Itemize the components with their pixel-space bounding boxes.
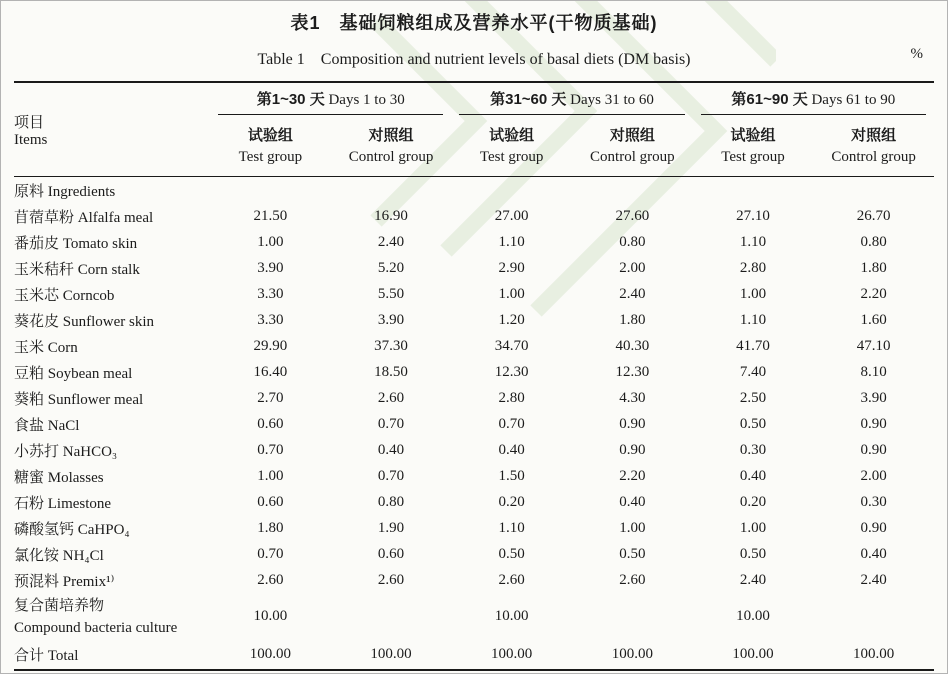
subcol-header: 对照组 Control group	[331, 115, 452, 177]
composition-table	[14, 81, 934, 671]
row-label-zh: 玉米秸秆	[14, 260, 75, 278]
row-label-en: Limestone	[47, 495, 112, 512]
value-cell: 0.40	[860, 545, 887, 562]
row-label-zh: 糖蜜	[14, 468, 45, 486]
row-label-en: Corn	[47, 339, 78, 356]
value-cell: 1.10	[739, 311, 767, 328]
value-cell: 5.20	[377, 259, 405, 276]
value-cell: 0.90	[860, 519, 887, 536]
value-cell: 1.10	[739, 233, 767, 250]
value-cell: 0.80	[860, 233, 887, 250]
value-cell: 100.00	[370, 646, 412, 662]
group-header-row	[14, 82, 934, 115]
row-label	[14, 385, 210, 411]
value-cell: 1.90	[377, 519, 405, 536]
value-cell: 16.90	[374, 207, 408, 224]
value-cell: 16.40	[253, 363, 288, 380]
row-label-en: Compound bacteria culture	[14, 619, 178, 636]
value-cell: 0.90	[860, 415, 887, 432]
section-row	[14, 177, 934, 204]
row-label-en: CaHPO₄	[77, 521, 130, 538]
row-label-en: Premix¹⁾	[62, 573, 115, 590]
value-cell: 0.70	[377, 467, 405, 484]
value-cell: 4.30	[619, 389, 646, 406]
table-row	[14, 385, 934, 411]
row-label-zh: 石粉	[14, 494, 45, 512]
row-label-zh: 苜蓿草粉	[14, 208, 75, 226]
value-cell: 3.90	[377, 311, 405, 328]
row-label-zh: 食盐	[14, 416, 45, 434]
row-label-zh: 小苏打	[14, 442, 60, 460]
row-label	[14, 203, 210, 229]
value-cell: 1.00	[257, 233, 284, 250]
value-cell	[813, 593, 934, 640]
value-cell: 0.30	[739, 441, 767, 458]
row-label-en: NaHCO₃	[62, 443, 118, 460]
value-cell: 2.40	[619, 285, 646, 302]
value-cell: 2.50	[739, 389, 767, 406]
group-3-en: Days 61 to 90	[811, 92, 896, 108]
items-header	[14, 82, 210, 177]
value-cell: 100.00	[611, 646, 653, 662]
group-1-zh: 第1~30 天	[256, 91, 325, 108]
value-cell: 0.80	[619, 233, 646, 250]
subcol-header: 试验组 Test group	[693, 115, 814, 177]
value-cell: 0.70	[377, 415, 405, 432]
table-row	[14, 593, 934, 640]
value-cell: 2.60	[377, 389, 405, 406]
value-cell: 0.90	[619, 415, 646, 432]
period-group-2	[451, 82, 692, 115]
value-cell: 34.70	[494, 337, 529, 354]
value-cell: 29.90	[253, 337, 288, 354]
subcol-header: 试验组 Test group	[451, 115, 572, 177]
row-label	[14, 567, 210, 593]
row-label-zh: 复合菌培养物	[14, 596, 105, 614]
value-cell: 100.00	[732, 646, 774, 662]
value-cell: 1.80	[257, 519, 284, 536]
value-cell: 0.90	[619, 441, 646, 458]
table-row	[14, 229, 934, 255]
table-row	[14, 411, 934, 437]
value-cell: 2.60	[498, 571, 525, 588]
table-title-zh: 表1 基础饲粮组成及营养水平(干物质基础)	[290, 13, 658, 33]
subcol-header: 对照组 Control group	[813, 115, 934, 177]
row-label	[14, 463, 210, 489]
row-label-zh: 原料	[14, 182, 45, 200]
group-2-en: Days 31 to 60	[570, 92, 654, 108]
value-cell: 2.80	[498, 389, 525, 406]
value-cell: 8.10	[860, 363, 887, 380]
table-row	[14, 437, 934, 463]
value-cell: 12.30	[494, 363, 529, 380]
value-cell: 1.00	[739, 519, 767, 536]
row-label-en: Total	[47, 648, 79, 664]
value-cell: 0.30	[860, 493, 887, 510]
value-cell: 100.00	[249, 646, 292, 662]
table-body	[14, 177, 934, 671]
value-cell: 2.90	[498, 259, 525, 276]
value-cell: 2.20	[860, 285, 887, 302]
value-cell: 2.70	[257, 389, 284, 406]
row-label-zh: 预混料	[14, 572, 60, 590]
value-cell: 10.00	[494, 608, 529, 624]
value-cell: 2.40	[377, 233, 405, 250]
row-label	[14, 489, 210, 515]
group-2-zh: 第31~60 天	[490, 91, 567, 108]
row-label-zh: 葵粕	[14, 390, 45, 408]
items-label-zh: 项目	[14, 113, 45, 131]
value-cell: 100.00	[853, 646, 895, 662]
row-label	[14, 255, 210, 281]
value-cell: 10.00	[736, 608, 770, 624]
row-label	[14, 515, 210, 541]
value-cell: 100.00	[491, 646, 533, 662]
value-cell: 1.50	[498, 467, 525, 484]
value-cell: 37.30	[374, 337, 408, 354]
row-label-en: Soybean meal	[47, 365, 133, 382]
value-cell: 0.50	[498, 545, 525, 562]
row-label	[14, 177, 934, 204]
row-label-zh: 葵花皮	[14, 312, 60, 330]
row-label	[14, 359, 210, 385]
period-group-3	[693, 82, 934, 115]
value-cell: 2.20	[619, 467, 646, 484]
row-label-zh: 氯化铵	[14, 546, 60, 564]
table-row	[14, 463, 934, 489]
table-row	[14, 307, 934, 333]
row-label-zh: 玉米	[14, 338, 45, 356]
value-cell: 1.10	[498, 519, 525, 536]
value-cell: 0.40	[619, 493, 646, 510]
row-label	[14, 593, 210, 640]
value-cell: 2.40	[739, 571, 767, 588]
value-cell: 1.00	[498, 285, 525, 302]
value-cell: 0.70	[257, 441, 284, 458]
value-cell: 0.60	[377, 545, 405, 562]
group-1-en: Days 1 to 30	[328, 92, 405, 108]
row-label-en: Corncob	[62, 287, 115, 304]
value-cell: 2.60	[619, 571, 646, 588]
value-cell: 0.20	[498, 493, 525, 510]
table-row	[14, 567, 934, 593]
row-label	[14, 281, 210, 307]
value-cell: 5.50	[377, 285, 405, 302]
value-cell: 0.40	[377, 441, 405, 458]
value-cell: 1.00	[739, 285, 767, 302]
row-label	[14, 437, 210, 463]
value-cell: 27.10	[736, 207, 770, 224]
row-label-en: Ingredients	[47, 183, 116, 200]
value-cell: 2.60	[377, 571, 405, 588]
table-row	[14, 541, 934, 567]
value-cell: 0.50	[619, 545, 646, 562]
table-title-en: Table 1 Composition and nutrient levels of basal diets (DM basis)	[257, 51, 691, 68]
value-cell: 1.80	[860, 259, 887, 276]
value-cell: 10.00	[253, 608, 288, 624]
value-cell: 21.50	[253, 207, 288, 224]
value-cell: 0.40	[739, 467, 767, 484]
value-cell: 27.60	[615, 207, 650, 224]
value-cell	[331, 593, 452, 640]
value-cell: 2.40	[860, 571, 887, 588]
table-row	[14, 359, 934, 385]
value-cell: 7.40	[739, 363, 767, 380]
group-3-zh: 第61~90 天	[731, 91, 808, 108]
row-label-zh: 番茄皮	[14, 234, 60, 252]
value-cell: 40.30	[615, 337, 650, 354]
row-label	[14, 229, 210, 255]
total-row	[14, 640, 934, 670]
value-cell: 0.80	[377, 493, 405, 510]
value-cell: 0.70	[257, 545, 284, 562]
value-cell: 0.40	[498, 441, 525, 458]
row-label-zh: 豆粕	[14, 364, 45, 382]
value-cell: 2.80	[739, 259, 767, 276]
value-cell: 26.70	[856, 207, 891, 224]
row-label-en: Alfalfa meal	[77, 209, 154, 226]
unit-label: %	[910, 46, 923, 62]
value-cell: 2.00	[619, 259, 646, 276]
value-cell: 0.50	[739, 545, 767, 562]
value-cell: 3.30	[257, 311, 284, 328]
row-label	[14, 333, 210, 359]
value-cell: 1.60	[860, 311, 887, 328]
value-cell: 47.10	[856, 337, 891, 354]
row-label-en: NH₄Cl	[62, 547, 104, 564]
value-cell: 1.00	[257, 467, 284, 484]
value-cell: 0.90	[860, 441, 887, 458]
value-cell: 18.50	[374, 363, 408, 380]
value-cell: 1.20	[498, 311, 525, 328]
value-cell: 3.90	[860, 389, 887, 406]
row-label-en: Sunflower skin	[62, 313, 155, 330]
value-cell: 0.60	[257, 493, 284, 510]
value-cell: 12.30	[615, 363, 650, 380]
value-cell: 3.90	[257, 259, 284, 276]
row-label	[14, 411, 210, 437]
value-cell: 2.60	[257, 571, 284, 588]
subcol-header: 试验组 Test group	[210, 115, 331, 177]
row-label-en: Molasses	[47, 469, 104, 486]
row-label	[14, 640, 210, 670]
row-label-en: NaCl	[47, 417, 80, 434]
row-label-zh: 合计	[14, 647, 45, 664]
value-cell: 1.80	[619, 311, 646, 328]
row-label-zh: 磷酸氢钙	[14, 520, 75, 538]
table-row	[14, 489, 934, 515]
value-cell: 0.60	[257, 415, 284, 432]
period-group-1	[210, 82, 451, 115]
row-label	[14, 541, 210, 567]
table-row	[14, 281, 934, 307]
value-cell: 41.70	[736, 337, 770, 354]
value-cell: 0.20	[739, 493, 767, 510]
value-cell: 1.00	[619, 519, 646, 536]
table-row	[14, 333, 934, 359]
table-row	[14, 203, 934, 229]
value-cell: 0.50	[739, 415, 767, 432]
value-cell	[572, 593, 693, 640]
items-label-en: Items	[14, 131, 48, 148]
value-cell: 1.10	[498, 233, 525, 250]
subcol-header: 对照组 Control group	[572, 115, 693, 177]
value-cell: 27.00	[494, 207, 529, 224]
row-label-en: Corn stalk	[77, 261, 140, 278]
value-cell: 0.70	[498, 415, 525, 432]
row-label-en: Tomato skin	[62, 235, 138, 252]
value-cell: 2.00	[860, 467, 887, 484]
table-row	[14, 515, 934, 541]
row-label	[14, 307, 210, 333]
value-cell: 3.30	[257, 285, 284, 302]
row-label-zh: 玉米芯	[14, 286, 60, 304]
row-label-en: Sunflower meal	[47, 391, 144, 408]
table-row	[14, 255, 934, 281]
